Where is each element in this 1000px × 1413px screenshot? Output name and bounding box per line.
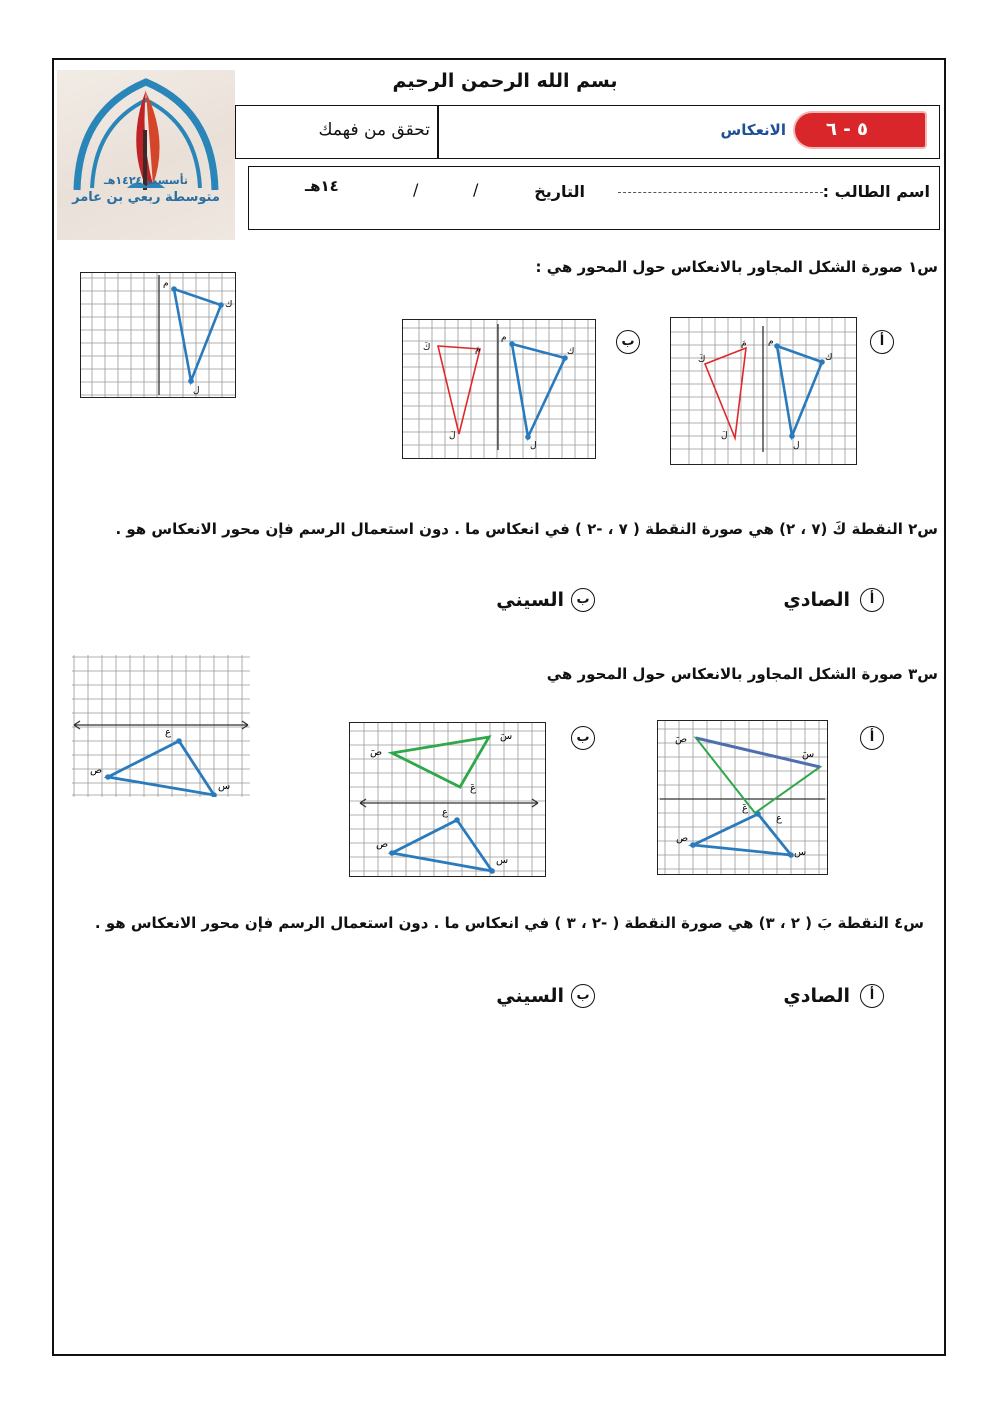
q2-option-b-marker[interactable]: ب xyxy=(571,588,595,612)
q3-option-b-marker[interactable]: ب xyxy=(571,726,595,750)
q4-option-a[interactable]: الصادي xyxy=(783,985,850,1007)
q4-option-b[interactable]: السيني xyxy=(496,985,564,1007)
q1-label-l: ل xyxy=(193,386,200,396)
logo-emblem-icon xyxy=(57,70,235,240)
date-label: التاريخ xyxy=(534,182,585,201)
student-name-field[interactable] xyxy=(618,192,823,193)
q3b-label-sad-prime: صَ xyxy=(370,747,383,758)
date-slash-1: / xyxy=(473,180,479,199)
q1b-label-m: م xyxy=(501,333,507,343)
q3b-label-s: س xyxy=(496,855,509,866)
q1b-label-k: ك xyxy=(567,347,575,357)
q1-label-k: ك xyxy=(225,300,233,310)
lesson-badge xyxy=(795,113,925,147)
lesson-title: الانعكاس xyxy=(720,121,786,139)
q4-option-a-marker[interactable]: أ xyxy=(860,984,884,1008)
logo-year: تأسست ١٤٢٤هـ xyxy=(104,174,188,187)
q1b-label-l-prime: لَ xyxy=(449,431,456,441)
question-2-text: س٢ النقطة كَ (٧ ، ٢) هي صورة النقطة ( ٧ ، -٢ ) في انعكاس ما . دون استعمال الرسم فإن محور الانعكاس هو . xyxy=(115,520,938,538)
q1a-label-m: م xyxy=(768,337,774,347)
q1-label-m: م xyxy=(163,279,169,289)
school-logo xyxy=(57,70,235,240)
q3-option-a-figure[interactable] xyxy=(657,720,828,875)
q3-original-figure xyxy=(72,655,250,797)
logo-school-name: متوسطة ربعي بن عامر xyxy=(72,190,220,205)
basmala: بسم الله الرحمن الرحيم xyxy=(392,70,618,92)
date-year: ١٤هـ xyxy=(305,177,339,195)
q3-option-b-figure[interactable] xyxy=(349,722,546,877)
question-4-text: س٤ النقطة بَ ( ٢ ، ٣) هي صورة النقطة ( -٢ ، ٣ ) في انعكاس ما . دون استعمال الرسم فإن محور الانعكاس هو . xyxy=(94,914,924,932)
date-slash-2: / xyxy=(413,180,419,199)
q3a-label-sad: ص xyxy=(676,833,689,844)
q1-original-figure xyxy=(80,272,236,398)
check-understanding-title: تحقق من فهمك xyxy=(318,120,430,140)
q3a-label-ain-prime: عَ xyxy=(742,803,748,814)
q3-label-ain: ع xyxy=(165,727,171,738)
q1-option-a-marker[interactable]: أ xyxy=(870,330,894,354)
q3b-label-sad: ص xyxy=(376,839,389,850)
q3-option-a-marker[interactable]: أ xyxy=(860,726,884,750)
q1a-label-k-prime: كَ xyxy=(698,355,706,365)
q1-original-triangle xyxy=(174,289,221,381)
q1b-label-l: ل xyxy=(530,441,537,451)
q1b-label-m-prime: مَ xyxy=(475,345,481,355)
q3b-label-ain-prime: عَ xyxy=(470,783,476,794)
q2-option-b[interactable]: السيني xyxy=(496,589,564,611)
q3-label-sad: ص xyxy=(90,765,103,776)
q4-option-b-marker[interactable]: ب xyxy=(571,984,595,1008)
q1a-label-m-prime: مَ xyxy=(741,339,747,349)
q3a-label-ain: ع xyxy=(776,813,782,824)
q1-option-b-figure[interactable] xyxy=(402,319,596,459)
lesson-badge-number: ٥ - ٦ xyxy=(825,119,868,140)
q3-label-s: س xyxy=(218,781,231,792)
q1a-label-k: ك xyxy=(825,353,833,363)
q1a-label-l: ل xyxy=(793,441,800,451)
q3a-label-s: س xyxy=(794,847,807,858)
q1-option-a-figure[interactable] xyxy=(670,317,857,465)
q2-option-a-marker[interactable]: أ xyxy=(860,588,884,612)
student-name-label: اسم الطالب : xyxy=(822,182,930,201)
q3b-label-ain: ع xyxy=(442,807,448,818)
q1b-label-k-prime: كَ xyxy=(423,343,431,353)
question-1-text: س١ صورة الشكل المجاور بالانعكاس حول المحور هي : xyxy=(535,258,938,276)
q3a-label-sad-prime: صَ xyxy=(675,734,688,745)
q3b-label-s-prime: سَ xyxy=(500,731,513,742)
q1a-label-l-prime: لَ xyxy=(721,431,728,441)
header-divider xyxy=(437,106,439,158)
question-3-text: س٣ صورة الشكل المجاور بالانعكاس حول المحور هي xyxy=(546,665,938,683)
q2-option-a[interactable]: الصادي xyxy=(783,589,850,611)
q3a-label-s-prime: سَ xyxy=(802,749,815,760)
q1-option-b-marker[interactable]: ب xyxy=(616,330,640,354)
